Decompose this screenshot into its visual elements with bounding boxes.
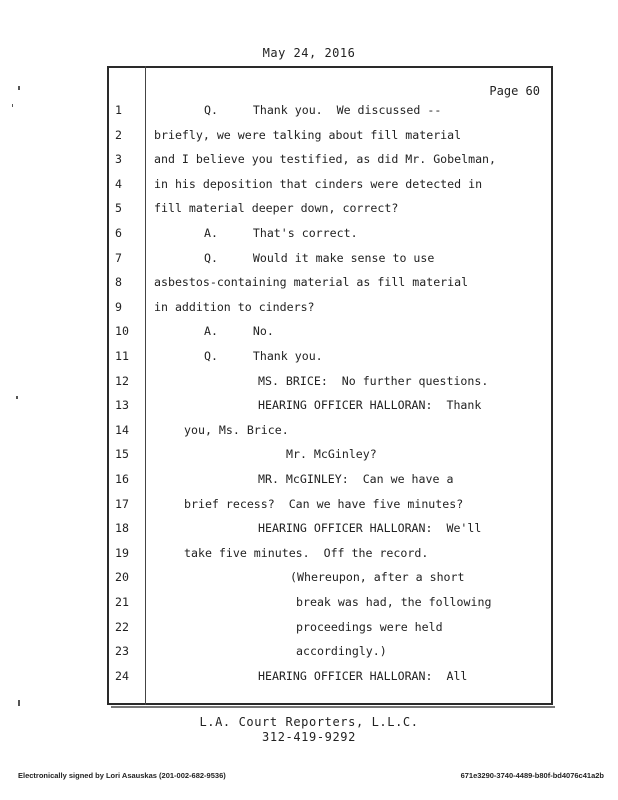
line-text: HEARING OFFICER HALLORAN: Thank: [258, 398, 482, 413]
transcript-line: [107, 103, 553, 123]
frame-shadow: [111, 706, 555, 708]
transcript-line: [107, 300, 553, 320]
transcript-line: [107, 497, 553, 517]
line-text: HEARING OFFICER HALLORAN: All: [258, 668, 468, 683]
line-number: 8: [115, 275, 122, 290]
line-text: briefly, we were talking about fill material: [154, 127, 462, 142]
line-number: 13: [115, 398, 129, 413]
page-number: Page 60: [489, 84, 540, 98]
line-number: 7: [115, 250, 122, 265]
transcript-line: [107, 423, 553, 443]
line-text: (Whereupon, after a short: [290, 570, 465, 585]
transcript-line: [107, 521, 553, 541]
line-text: Mr. McGinley?: [286, 447, 377, 462]
line-number: 22: [115, 619, 129, 634]
line-text: and I believe you testified, as did Mr. Gobelman,: [154, 152, 497, 167]
line-number: 9: [115, 299, 122, 314]
line-number: 1: [115, 103, 122, 117]
transcript-date: May 24, 2016: [262, 46, 356, 60]
transcript-line: [107, 595, 553, 615]
line-number: 5: [115, 201, 122, 216]
transcript-line: [107, 669, 553, 689]
transcript-line: [107, 570, 553, 590]
line-number: 14: [115, 422, 129, 437]
line-number: 18: [115, 521, 129, 536]
transcript-line: [107, 275, 553, 295]
line-number: 20: [115, 570, 129, 585]
line-number: 19: [115, 545, 129, 560]
line-number: 11: [115, 349, 129, 363]
line-number: 2: [115, 127, 122, 142]
line-text: A. No.: [204, 324, 274, 339]
line-text: Q. Would it make sense to use: [204, 250, 435, 265]
line-text: proceedings were held: [296, 619, 443, 634]
line-number: 23: [115, 644, 129, 659]
line-text: MR. McGINLEY: Can we have a: [258, 472, 454, 486]
transcript-line: [107, 644, 553, 664]
line-number: 10: [115, 324, 129, 339]
transcript-line: [107, 177, 553, 197]
line-text: asbestos-containing material as fill material: [154, 275, 469, 290]
transcript-line: [107, 620, 553, 640]
line-text: A. That's correct.: [204, 226, 358, 240]
transcript-line: [107, 128, 553, 148]
line-text: fill material deeper down, correct?: [154, 201, 399, 216]
transcript-line: [107, 152, 553, 172]
transcript-line: [107, 374, 553, 394]
line-text: break was had, the following: [296, 595, 492, 609]
line-text: accordingly.): [296, 644, 387, 659]
line-number: 12: [115, 373, 129, 388]
line-number: 16: [115, 472, 129, 486]
line-number: 24: [115, 668, 129, 683]
line-number: 17: [115, 496, 129, 511]
electronic-signature: Electronically signed by Lori Asauskas (201-002-682-9536): [18, 771, 226, 780]
line-number: 15: [115, 447, 129, 462]
transcript-line: [107, 201, 553, 221]
transcript-line: [107, 472, 553, 492]
transcript-line: [107, 251, 553, 271]
transcript-line: [107, 546, 553, 566]
line-text: Q. Thank you. We discussed --: [204, 103, 442, 117]
line-number: 21: [115, 595, 129, 609]
scan-speck: [12, 104, 13, 107]
court-reporter-phone: 312-419-9292: [262, 730, 356, 744]
transcript-line: [107, 324, 553, 344]
scan-speck: [18, 700, 20, 706]
line-number: 3: [115, 152, 122, 167]
line-text: Q. Thank you.: [204, 349, 323, 363]
document-id: 671e3290-3740-4489-b80f-bd4076c41a2b: [460, 771, 604, 780]
line-text: you, Ms. Brice.: [184, 422, 289, 437]
line-number: 4: [115, 176, 122, 191]
transcript-line: [107, 226, 553, 246]
scan-speck: [18, 86, 20, 90]
line-number: 6: [115, 226, 122, 240]
line-text: brief recess? Can we have five minutes?: [184, 496, 464, 511]
line-text: in his deposition that cinders were detected in: [154, 176, 483, 191]
transcript-line: [107, 398, 553, 418]
line-text: MS. BRICE: No further questions.: [258, 373, 489, 388]
scan-speck: [16, 396, 18, 399]
court-reporter-name: L.A. Court Reporters, L.L.C.: [199, 715, 419, 729]
line-text: take five minutes. Off the record.: [184, 545, 429, 560]
line-text: HEARING OFFICER HALLORAN: We'll: [258, 521, 482, 536]
transcript-line: [107, 447, 553, 467]
transcript-line: [107, 349, 553, 369]
line-text: in addition to cinders?: [154, 299, 315, 314]
